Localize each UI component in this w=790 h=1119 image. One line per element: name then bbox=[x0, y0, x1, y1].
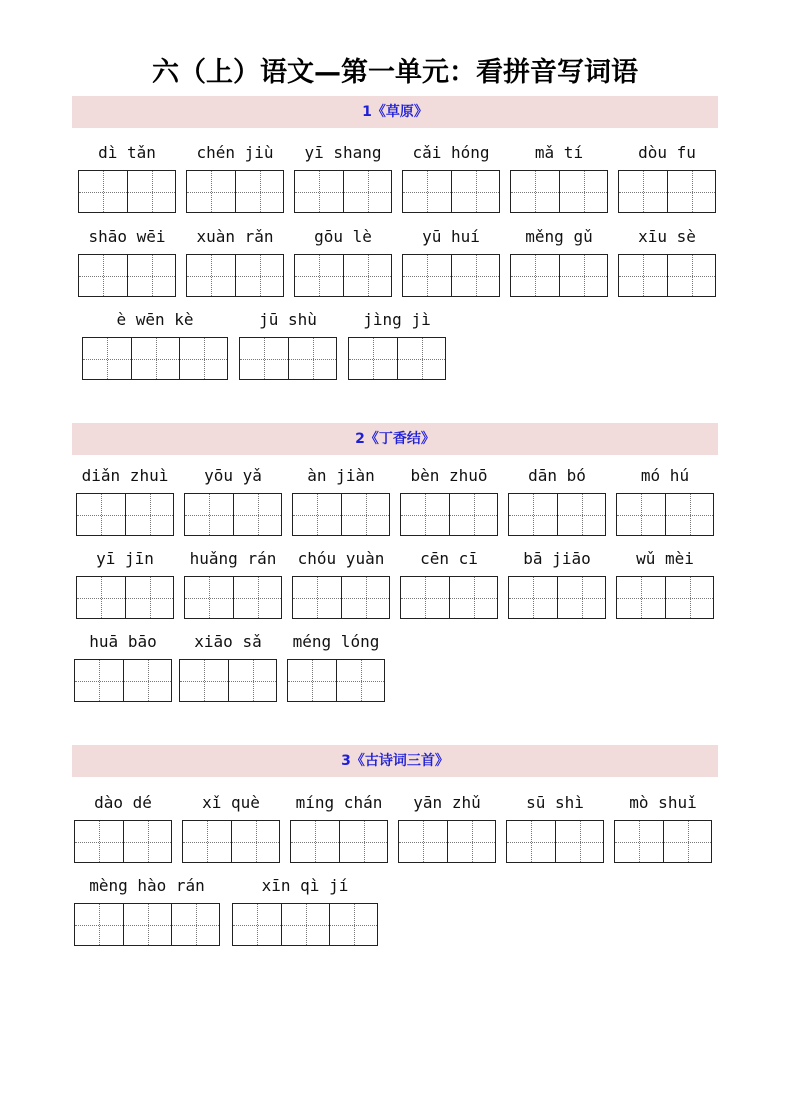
tianzige-cell[interactable] bbox=[185, 494, 233, 535]
writing-grid bbox=[74, 903, 220, 946]
tianzige-cell[interactable] bbox=[619, 255, 667, 296]
pinyin-label: xīn qì jí bbox=[261, 876, 349, 895]
tianzige-cell[interactable] bbox=[341, 494, 389, 535]
tianzige-cell[interactable] bbox=[288, 338, 336, 379]
tianzige-cell[interactable] bbox=[281, 904, 329, 945]
tianzige-cell[interactable] bbox=[451, 255, 499, 296]
pinyin-label: yī shang bbox=[304, 143, 382, 162]
writing-grid bbox=[82, 337, 228, 380]
tianzige-cell[interactable] bbox=[663, 821, 711, 862]
tianzige-cell[interactable] bbox=[295, 171, 343, 212]
tianzige-cell[interactable] bbox=[231, 821, 279, 862]
section-heading-3: 3《古诗词三首》 bbox=[72, 745, 718, 777]
tianzige-cell[interactable] bbox=[235, 255, 283, 296]
writing-grid bbox=[186, 170, 284, 213]
word-item bbox=[616, 466, 714, 538]
tianzige-cell[interactable] bbox=[329, 904, 377, 945]
page-title: 六（上）语文—第一单元：看拼音写词语 bbox=[152, 57, 638, 88]
tianzige-cell[interactable] bbox=[401, 577, 449, 618]
pinyin-label: è wēn kè bbox=[116, 310, 194, 329]
writing-grid bbox=[74, 820, 172, 863]
tianzige-cell[interactable] bbox=[349, 338, 397, 379]
writing-grid bbox=[179, 659, 277, 702]
word-item bbox=[292, 549, 390, 621]
word-item bbox=[290, 793, 388, 865]
writing-grid bbox=[618, 254, 716, 297]
tianzige-cell[interactable] bbox=[127, 171, 175, 212]
pinyin-label: méng lóng bbox=[292, 632, 380, 651]
tianzige-cell[interactable] bbox=[559, 171, 607, 212]
tianzige-cell[interactable] bbox=[339, 821, 387, 862]
pinyin-label: mò shuǐ bbox=[629, 793, 697, 812]
pinyin-label: jìng jì bbox=[363, 310, 431, 329]
tianzige-cell[interactable] bbox=[509, 577, 557, 618]
word-item bbox=[179, 632, 277, 704]
word-item bbox=[508, 466, 606, 538]
word-item bbox=[294, 143, 392, 215]
tianzige-cell[interactable] bbox=[559, 255, 607, 296]
pinyin-label: yōu yǎ bbox=[204, 466, 262, 485]
word-item bbox=[616, 549, 714, 621]
writing-grid bbox=[292, 493, 390, 536]
writing-grid bbox=[287, 659, 385, 702]
writing-grid bbox=[74, 659, 172, 702]
tianzige-cell[interactable] bbox=[83, 338, 131, 379]
writing-grid bbox=[614, 820, 712, 863]
word-item bbox=[287, 632, 385, 704]
writing-grid bbox=[398, 820, 496, 863]
tianzige-cell[interactable] bbox=[235, 171, 283, 212]
section-heading-2: 2《丁香结》 bbox=[72, 423, 718, 455]
word-item bbox=[186, 227, 284, 299]
writing-grid bbox=[510, 254, 608, 297]
tianzige-cell[interactable] bbox=[125, 577, 173, 618]
word-item bbox=[239, 310, 337, 382]
pinyin-label: shāo wēi bbox=[88, 227, 166, 246]
tianzige-cell[interactable] bbox=[557, 577, 605, 618]
pinyin-label: dān bó bbox=[528, 466, 586, 485]
tianzige-cell[interactable] bbox=[399, 821, 447, 862]
tianzige-cell[interactable] bbox=[447, 821, 495, 862]
writing-grid bbox=[506, 820, 604, 863]
writing-grid bbox=[239, 337, 337, 380]
pinyin-label: xǐ què bbox=[202, 793, 260, 812]
tianzige-cell[interactable] bbox=[341, 577, 389, 618]
tianzige-cell[interactable] bbox=[187, 171, 235, 212]
word-item bbox=[78, 227, 176, 299]
tianzige-cell[interactable] bbox=[75, 660, 123, 701]
tianzige-cell[interactable] bbox=[187, 255, 235, 296]
pinyin-label: gōu lè bbox=[314, 227, 372, 246]
pinyin-label: cēn cī bbox=[420, 549, 478, 568]
tianzige-cell[interactable] bbox=[293, 577, 341, 618]
tianzige-cell[interactable] bbox=[295, 255, 343, 296]
writing-grid bbox=[618, 170, 716, 213]
writing-grid bbox=[186, 254, 284, 297]
tianzige-cell[interactable] bbox=[401, 494, 449, 535]
word-item bbox=[510, 143, 608, 215]
pinyin-label: dào dé bbox=[94, 793, 152, 812]
tianzige-cell[interactable] bbox=[615, 821, 663, 862]
writing-grid bbox=[400, 576, 498, 619]
writing-grid bbox=[508, 576, 606, 619]
writing-grid bbox=[232, 903, 378, 946]
writing-grid bbox=[294, 170, 392, 213]
pinyin-label: cǎi hóng bbox=[412, 143, 490, 162]
tianzige-cell[interactable] bbox=[343, 171, 391, 212]
tianzige-cell[interactable] bbox=[403, 255, 451, 296]
tianzige-cell[interactable] bbox=[75, 904, 123, 945]
pinyin-label: huǎng rán bbox=[189, 549, 277, 568]
tianzige-cell[interactable] bbox=[511, 255, 559, 296]
word-item bbox=[186, 143, 284, 215]
word-item bbox=[76, 549, 174, 621]
tianzige-cell[interactable] bbox=[451, 171, 499, 212]
word-item bbox=[348, 310, 446, 382]
writing-grid bbox=[182, 820, 280, 863]
writing-grid bbox=[348, 337, 446, 380]
pinyin-label: diǎn zhuì bbox=[81, 466, 169, 485]
tianzige-cell[interactable] bbox=[288, 660, 336, 701]
writing-grid bbox=[184, 493, 282, 536]
word-item bbox=[74, 632, 172, 704]
pinyin-label: yān zhǔ bbox=[413, 793, 481, 812]
writing-grid bbox=[616, 493, 714, 536]
pinyin-label: mèng hào rán bbox=[89, 876, 205, 895]
tianzige-cell[interactable] bbox=[77, 577, 125, 618]
word-item bbox=[506, 793, 604, 865]
writing-grid bbox=[402, 254, 500, 297]
tianzige-cell[interactable] bbox=[617, 577, 665, 618]
word-item bbox=[82, 310, 228, 382]
word-item bbox=[614, 793, 712, 865]
tianzige-cell[interactable] bbox=[240, 338, 288, 379]
tianzige-cell[interactable] bbox=[509, 494, 557, 535]
tianzige-cell[interactable] bbox=[293, 494, 341, 535]
writing-grid bbox=[292, 576, 390, 619]
tianzige-cell[interactable] bbox=[511, 171, 559, 212]
tianzige-cell[interactable] bbox=[180, 660, 228, 701]
writing-grid bbox=[510, 170, 608, 213]
writing-grid bbox=[76, 576, 174, 619]
tianzige-cell[interactable] bbox=[507, 821, 555, 862]
writing-grid bbox=[508, 493, 606, 536]
pinyin-label: měng gǔ bbox=[525, 227, 593, 246]
pinyin-label: xuàn rǎn bbox=[196, 227, 274, 246]
word-item bbox=[398, 793, 496, 865]
word-item bbox=[74, 793, 172, 865]
word-item bbox=[184, 549, 282, 621]
pinyin-label: wǔ mèi bbox=[636, 549, 694, 568]
tianzige-cell[interactable] bbox=[228, 660, 276, 701]
tianzige-cell[interactable] bbox=[183, 821, 231, 862]
pinyin-label: mó hú bbox=[640, 466, 690, 485]
pinyin-label: huā bāo bbox=[89, 632, 157, 651]
tianzige-cell[interactable] bbox=[397, 338, 445, 379]
tianzige-cell[interactable] bbox=[557, 494, 605, 535]
tianzige-cell[interactable] bbox=[449, 494, 497, 535]
tianzige-cell[interactable] bbox=[667, 255, 715, 296]
tianzige-cell[interactable] bbox=[619, 171, 667, 212]
tianzige-cell[interactable] bbox=[123, 821, 171, 862]
tianzige-cell[interactable] bbox=[123, 660, 171, 701]
tianzige-cell[interactable] bbox=[79, 171, 127, 212]
word-item bbox=[232, 876, 378, 948]
pinyin-label: xīu sè bbox=[638, 227, 696, 246]
writing-grid bbox=[400, 493, 498, 536]
tianzige-cell[interactable] bbox=[79, 255, 127, 296]
tianzige-cell[interactable] bbox=[617, 494, 665, 535]
tianzige-cell[interactable] bbox=[665, 494, 713, 535]
tianzige-cell[interactable] bbox=[179, 338, 227, 379]
pinyin-label: chén jiù bbox=[196, 143, 274, 162]
tianzige-cell[interactable] bbox=[336, 660, 384, 701]
pinyin-label: míng chán bbox=[295, 793, 383, 812]
tianzige-cell[interactable] bbox=[667, 171, 715, 212]
tianzige-cell[interactable] bbox=[131, 338, 179, 379]
word-item bbox=[402, 143, 500, 215]
pinyin-label: bèn zhuō bbox=[410, 466, 488, 485]
word-item bbox=[182, 793, 280, 865]
writing-grid bbox=[290, 820, 388, 863]
tianzige-cell[interactable] bbox=[123, 904, 171, 945]
word-item bbox=[402, 227, 500, 299]
pinyin-label: sū shì bbox=[526, 793, 584, 812]
writing-grid bbox=[402, 170, 500, 213]
section-heading-1: 1《草原》 bbox=[72, 96, 718, 128]
word-item bbox=[184, 466, 282, 538]
word-item bbox=[78, 143, 176, 215]
word-item bbox=[292, 466, 390, 538]
pinyin-label: bā jiāo bbox=[523, 549, 591, 568]
word-item bbox=[76, 466, 174, 538]
tianzige-cell[interactable] bbox=[665, 577, 713, 618]
writing-grid bbox=[294, 254, 392, 297]
pinyin-label: yū huí bbox=[422, 227, 480, 246]
tianzige-cell[interactable] bbox=[403, 171, 451, 212]
tianzige-cell[interactable] bbox=[125, 494, 173, 535]
pinyin-label: dòu fu bbox=[638, 143, 696, 162]
word-item bbox=[510, 227, 608, 299]
pinyin-label: yī jīn bbox=[96, 549, 154, 568]
writing-grid bbox=[184, 576, 282, 619]
tianzige-cell[interactable] bbox=[77, 494, 125, 535]
pinyin-label: àn jiàn bbox=[307, 466, 375, 485]
pinyin-label: chóu yuàn bbox=[297, 549, 385, 568]
word-item bbox=[618, 227, 716, 299]
tianzige-cell[interactable] bbox=[555, 821, 603, 862]
writing-grid bbox=[616, 576, 714, 619]
word-item bbox=[400, 466, 498, 538]
pinyin-label: dì tǎn bbox=[98, 143, 156, 162]
writing-grid bbox=[78, 254, 176, 297]
tianzige-cell[interactable] bbox=[449, 577, 497, 618]
word-item bbox=[74, 876, 220, 948]
pinyin-label: xiāo sǎ bbox=[194, 632, 262, 651]
word-item bbox=[508, 549, 606, 621]
writing-grid bbox=[78, 170, 176, 213]
tianzige-cell[interactable] bbox=[233, 577, 281, 618]
word-item bbox=[294, 227, 392, 299]
writing-grid bbox=[76, 493, 174, 536]
word-item bbox=[618, 143, 716, 215]
pinyin-label: mǎ tí bbox=[534, 143, 584, 162]
tianzige-cell[interactable] bbox=[75, 821, 123, 862]
word-item bbox=[400, 549, 498, 621]
tianzige-cell[interactable] bbox=[185, 577, 233, 618]
tianzige-cell[interactable] bbox=[171, 904, 219, 945]
tianzige-cell[interactable] bbox=[127, 255, 175, 296]
tianzige-cell[interactable] bbox=[233, 904, 281, 945]
tianzige-cell[interactable] bbox=[233, 494, 281, 535]
tianzige-cell[interactable] bbox=[343, 255, 391, 296]
tianzige-cell[interactable] bbox=[291, 821, 339, 862]
pinyin-label: jū shù bbox=[259, 310, 317, 329]
